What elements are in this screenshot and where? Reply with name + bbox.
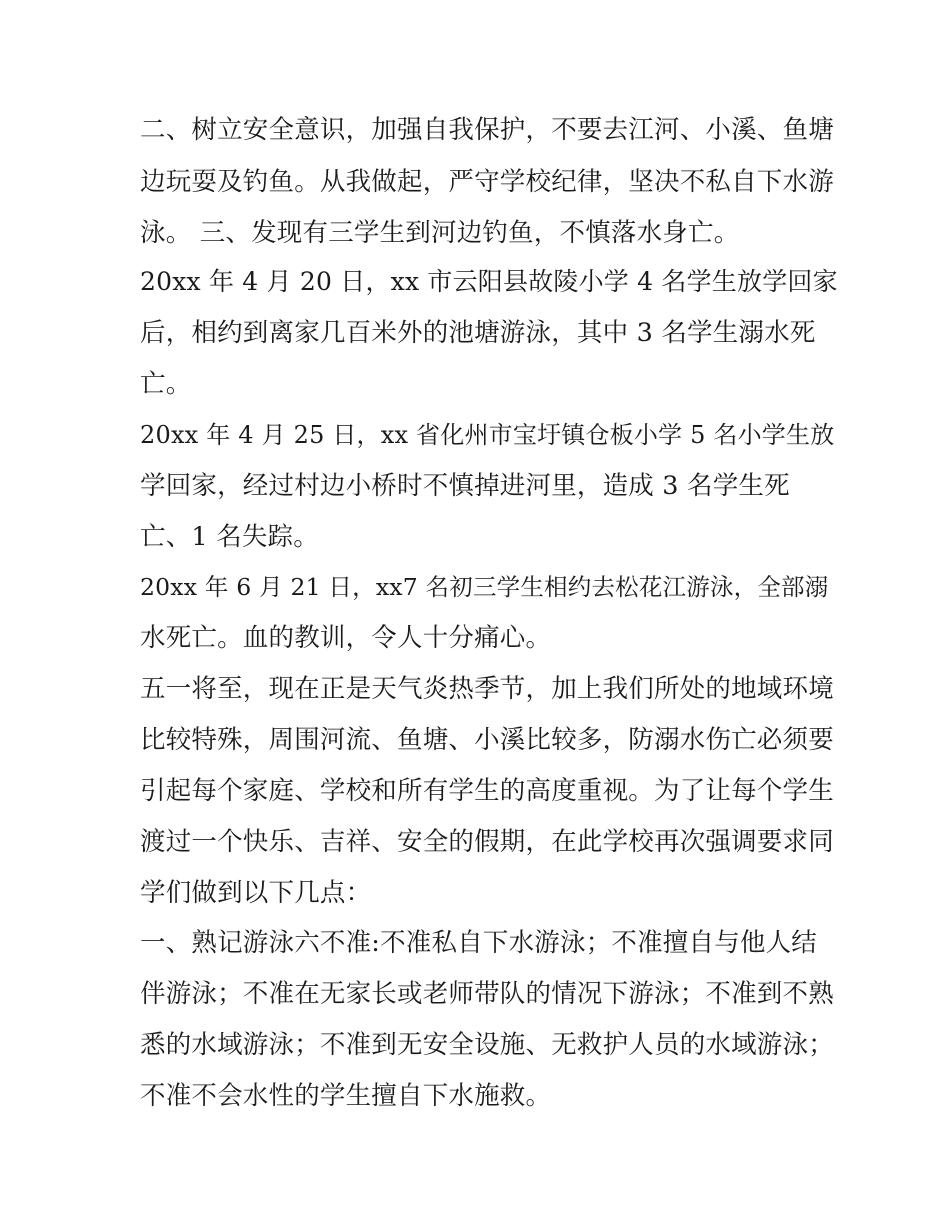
text-line: 二、树立安全意识，加强自我保护，不要去江河、小溪、鱼塘 bbox=[140, 115, 834, 145]
text-line: 学们做到以下几点： bbox=[140, 878, 372, 908]
text-line: 亡、1 名失踪。 bbox=[140, 522, 319, 552]
text-line: 后，相约到离家几百米外的池塘游泳，其中 3 名学生溺水死 bbox=[140, 318, 816, 348]
text-line: 伴游泳；不准在无家长或老师带队的情况下游泳；不准到不熟 bbox=[140, 979, 834, 1009]
text-line: 悉的水域游泳；不准到无安全设施、无救护人员的水域游泳； bbox=[140, 1030, 834, 1060]
text-line: 20xx 年 4 月 25 日，xx 省化州市宝圩镇仓板小学 5 名小学生放 bbox=[140, 421, 835, 449]
text-line: 引起每个家庭、学校和所有学生的高度重视。为了让每个学生 bbox=[140, 776, 834, 806]
text-line: 渡过一个快乐、吉祥、安全的假期，在此学校再次强调要求同 bbox=[140, 827, 834, 857]
text-line: 亡。 bbox=[140, 369, 192, 399]
text-line: 20xx 年 4 月 20 日，xx 市云阳县故陵小学 4 名学生放学回家 bbox=[140, 267, 838, 296]
text-line: 不准不会水性的学生擅自下水施救。 bbox=[140, 1081, 552, 1111]
text-line: 五一将至，现在正是天气炎热季节，加上我们所处的地域环境 bbox=[140, 674, 834, 704]
text-line: 水死亡。血的教训，令人十分痛心。 bbox=[140, 623, 552, 653]
text-line: 学回家，经过村边小桥时不慎掉进河里，造成 3 名学生死 bbox=[140, 471, 790, 501]
text-line: 20xx 年 6 月 21 日，xx7 名初三学生相约去松花江游泳，全部溺 bbox=[140, 573, 829, 601]
text-line: 比较特殊，周围河流、鱼塘、小溪比较多，防溺水伤亡必须要 bbox=[140, 725, 834, 755]
text-line: 一、熟记游泳六不准:不准私自下水游泳；不准擅自与他人结 bbox=[140, 928, 817, 958]
text-line: 泳。 三、发现有三学生到河边钓鱼，不慎落水身亡。 bbox=[140, 218, 740, 248]
text-line: 边玩耍及钓鱼。从我做起，严守学校纪律，坚决不私自下水游 bbox=[140, 167, 834, 197]
